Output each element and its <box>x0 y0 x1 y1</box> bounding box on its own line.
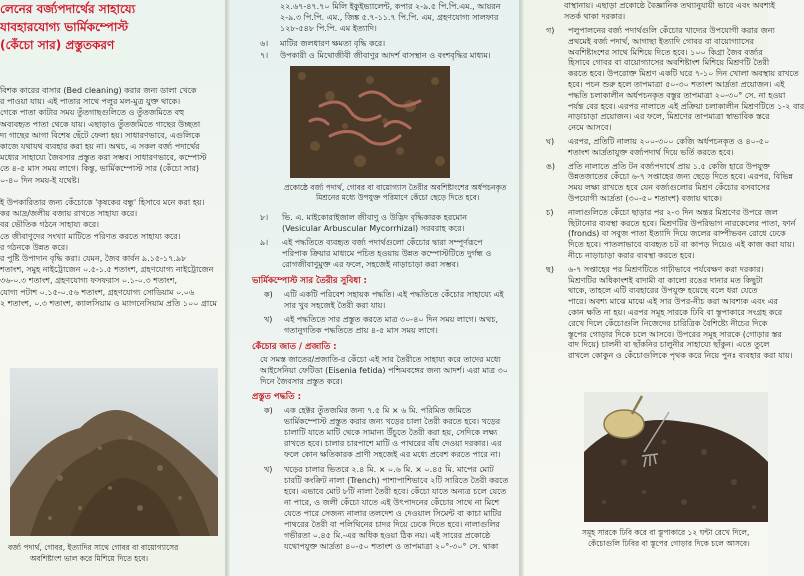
step-g-line: পদ্ধতি চলাকালীন অর্ধপচনকৃত বস্তুর তাপমাত্রা ২০-৩০° সে. না হওয়া <box>568 90 786 100</box>
item-9-line-3: রোগজীবাণুমুক্ত এর ফলে, সহজেই নাড়াচাড়া করা সম্ভব। <box>282 260 459 269</box>
title-line-2: যাবহারযোগ্য ভার্মিকম্পোস্ট <box>0 20 129 34</box>
method-heading: প্রস্তুত পদ্ধতি : <box>252 392 301 402</box>
step-chh-line: পারে। অবশ্য মাঝে মাঝে এই সার উপর-নীচ করা আবশ্যক এবং এর <box>568 297 778 307</box>
compost-pile-photo <box>584 392 768 522</box>
item-8-number: ৮। <box>260 213 269 222</box>
left-caption-line-1: বর্জ্য পদার্থ, গোবর, ইত্যাদির সাথে গোবর বা বায়োগ্যাসের <box>8 543 179 552</box>
step-gh-number: ঘ) <box>546 137 555 146</box>
step-g-line: প্রথমেই বর্জ্য পদার্থ, আগাছা ইত্যাদি গোবর বা বায়োগ্যাসের <box>568 36 754 46</box>
middle-photo-caption-2: মিশ্রনের মধ্যে উপযুক্ত পরিমাণে কেঁচো ছেড়ে দিতে হবে। <box>316 193 480 202</box>
species-line-2: আইসেনিয়া ফেটিডা (Eisenia fetida) পশ্চিমবঙ্গের জন্য আদর্শ। এরা মাত্র ৩০ <box>260 366 508 375</box>
compost-pile-image <box>584 392 768 522</box>
step-ch-line: (fronds) বা সবুজ পাতা ইত্যাদি দিয়ে জলের বাষ্পীভবন রোধে ঢেকে <box>568 229 786 239</box>
panel-left <box>0 0 226 576</box>
nutrient-line-2: ২-৯.৩ পি.পি. এম., জিঙ্ক ৫.৭-১১.৭ পি.পি. এম, গ্রহণযোগ্য সালফার <box>280 13 499 22</box>
step-ch-line: নালাগুলিতে কেঁচো ছাড়ার পর ২-৩ দিন অন্তর মিশ্রণের উপরে জল <box>568 207 778 217</box>
body-text-line: গেকে পাতা কাটার সময় তুঁতগাছগুলিতে ও তুঁতজমিতে বহু <box>0 108 185 118</box>
step-gh-line: এরপর, প্রতিটি নালায় ২০০-৩০০ কেজি অর্ধপচনকৃত ও ৪০-৫০ <box>568 137 770 146</box>
step-ch-line: দিতে হবে। পাতলাভাবে ব্যবহৃত চট বা কাপড় দিয়েও এই কাজ করা যায়। <box>568 240 795 250</box>
step-g-line: পর্যন্ত বের হবে। এরপর নালাতে এই প্রক্রিয়া চলাকালীন মিশ্রণটিতে ১-২ বার <box>568 101 804 111</box>
step-ng-line: সময় লক্ষ্য রাখতে হবে যেন বর্জ্যগুলোর মিশ্রণ কেঁচোর বসবাসের <box>568 183 771 193</box>
step-ng-number: ঙ) <box>546 161 555 171</box>
species-heading: কেঁচোর জাত / প্রজাতি : <box>252 342 337 352</box>
method-kh-number: খ) <box>264 465 273 474</box>
body-text-line: র পাওয়া যায়। এই পাতার সাথে পলুর মল-মুত্র যুক্ত থাকে। <box>0 97 181 107</box>
nutrient-line-1: ২২.৬৭-৪৭.৭০ মিলি ইকুইভ্যালেন্ট, কপার ২-৯.৫ পি.পি.এম., আয়রন <box>280 2 501 11</box>
method-k-line: রাখতে হবে। চালার চারপাশে মাটি ও পাথরের বাঁধ দেওয়া দরকার। এর <box>284 439 502 448</box>
step-chh-line: মিশ্রণটির অধিকাংশই বাদামী বা কালো রঙের দানার মত কিছুটা <box>568 275 763 285</box>
method-k-line: এক হেক্টর তুঁতজমির জন্য ৭.৫ মি × ৬ মি. পরিমিত জমিতে <box>284 406 472 415</box>
item-6-number: ৬। <box>260 39 269 48</box>
body-text-line: বিশক কারের বাসার (Bed cleaning) করার জন্য ডালা খেকে <box>0 86 197 95</box>
step-g-number: গ) <box>546 26 555 35</box>
step-ng-line: প্রতি নালাতে প্রতি টন বর্জ্যপদার্থে প্রায় ১.৫ কেজি হারে উপযুক্ত <box>568 161 770 171</box>
body-text-line: মধ্যের সাহায্যে জৈবসার প্রস্তুত করা সম্ভব। সাধারণভাবে, কম্পোস্ট <box>0 153 207 163</box>
step-g-line: পলুপালনের বর্জ্য পদার্থগুলি কেঁচোর খাদ্যের উপযোগী করার জন্য <box>568 26 775 35</box>
left-caption-line-2: অবশিষ্টাংশ ভাল করে মিশিয়ে দিতে হবে। <box>30 554 149 563</box>
item-7-text: উপকারী ও মিথোজীবী জীবাণুর আদর্শ বাসস্থান ও বংশবৃদ্ধির মাধ্যম। <box>280 51 491 60</box>
item-9-line-2: পরিপাক ক্রিয়ার মাধ্যমে পচিত হওয়ায় উন্নত কম্পোস্টটিতে দুর্গন্ধ ও <box>282 249 492 258</box>
method-kh-line: যথোপযুক্ত আর্দ্রতা ৪০-৫০ শতাংশ ও তাপমাত্রা ২০°-৩০° সে. থাকা <box>284 542 499 551</box>
step-chh-line: রেখে দিলে কেঁচোগুলি নিজেদের চারিত্রিক বৈশিষ্ট্যে নীচের দিকে <box>568 318 768 328</box>
title-line-1: লেনের বর্জ্যপদার্থের সাহায্যে <box>0 2 136 16</box>
method-kh-line: পাথরের তৈরী বা পলিথিনের চাদর দিয়ে ঢেকে দিতে হবে। নালাগুলির <box>284 520 500 529</box>
step-chh-line: রাখলে কোকুন ও কেঁচোগুলিকে পৃথক করে নিয়ে পুনঃ ব্যবহার করা যায়। <box>568 351 793 361</box>
item-8-line-1: ভি. এ. মাইকোরাইজাল জীবাণু ও উদ্ভিদ বৃদ্ধিকারক হরমোন <box>282 213 468 222</box>
method-k-line: ভার্মিকম্পোস্ট প্রস্তুত করার জন্য খড়ের চালা তৈরী করতে হবে। খড়ের <box>284 417 501 426</box>
species-line-3: দিনে জৈবসার প্রস্তুত করে। <box>260 377 343 386</box>
method-kh-line: খড়ের চালার ভিতরে ২.৪ মি. × ০.৬ মি. × ০.৪৫ মি. মাপের মোট <box>284 465 494 474</box>
body-text-line: যোগ্য পটাশ ০.১৫-০.৫৬ শতাংশ, গ্রহণযোগ্য সোডিয়াম ০.০৬ <box>0 287 195 297</box>
benefit-kh-line-1: এই পদ্ধতিতে সার প্রস্তুত করতে মাত্র ৩০-৪০ দিন সময় লাগে। অথচ, <box>284 315 499 324</box>
right-top-line-2: সতর্ক থাকা দরকার। <box>564 12 626 21</box>
step-g-line: নেমে আসবে। <box>568 123 612 133</box>
step-chh-line: স্তূপের গোড়ার দিকে চলে আসবে। উপরের সমূহ সারকে (গোড়ার স্তর <box>568 329 782 339</box>
step-gh-line: শতাংশ আর্দ্রতাযুক্ত বর্জ্যপদার্থ দিয়ে ভর্তি করতে হবে। <box>568 147 734 157</box>
body-text-line: তে ৪-৫ মাস সময় লাগে। কিন্তু, ভার্মিকম্পোস্ট সার (কেঁচো সার) <box>0 164 200 174</box>
method-kh-line: যেতে পারে সেজন্য নালার তলদেশ ও দেওয়াল সিমেন্ট বা কাচা মাটির <box>284 509 502 518</box>
right-caption-line-2: কেঁচোগুলি ঢিবির বা স্তূপের গোড়ার দিকে চলে আসবে। <box>588 539 750 548</box>
step-ch-line: ছিটানোর ব্যবস্থা করতে হবে। মিশ্রণটির উপরিভাগ নারকেলের পাতা, ফার্ন <box>568 218 796 228</box>
body-text-line: ই উপকারিতার জন্য কেঁচোকে 'কৃষকের বন্ধু' হিসাবে মনে করা হয়। <box>0 198 205 207</box>
step-g-line: হবে। পচন শুরু হলে তাপমাত্রা ৫০-৩০ শতাংশ আর্দ্রতা প্রয়োজন। এই <box>568 80 785 89</box>
step-ch-line: নীচে নাড়াচাড়া করার ব্যবস্থা করতে হবে। <box>568 251 695 260</box>
benefit-k-line-2: সার খুব সহজেই তৈরী করা যায়। <box>284 301 386 310</box>
body-text-line: ৩৬-০.৩ শতাংশ, গ্রহণযোগ্য ফসফরাস ০.১-০.৩ শতাংশ, <box>0 276 177 286</box>
item-8-line-2: (Vesicular Arbuscular Mycorrhizal) সরবরাহ করে। <box>282 224 465 233</box>
body-text-line: ২ শতাংশ, ০.৩ শতাংশ, ক্যালসিয়াম ও ম্যাগনেসিয়াম প্রতি ১০০ গ্রামে <box>0 298 217 308</box>
body-text-line: বর ভৌতিক গঠনে সাহায্য করে। <box>0 220 100 230</box>
body-text-line: অব্যবহৃত পাতা থেকে যায়। এছাড়াও তুঁতজমিতে গাছের উচ্ছতা <box>0 119 201 129</box>
step-g-line: নাড়াচাড়া প্রয়োজন। এর ফলে, মিশ্রণের তাপমাত্রা স্বাভাবিক স্তরে <box>568 112 770 122</box>
step-chh-line: থাকে, তাহলে এটি ব্যবহারের উপযুক্ত হয়েছে বলে ধরা যেতে <box>568 286 758 296</box>
step-ch-number: চ) <box>546 207 554 217</box>
compost-heap-image <box>10 368 218 536</box>
item-7-number: ৭। <box>260 51 269 60</box>
method-k-line: চালাটি যাতে মাটি থেকে সামান্য উঁচুতে তৈরী করা হয়, সেদিকে লক্ষ্য <box>284 428 498 437</box>
body-text-line: দ্য গাছের আগা বিশেষ ছেঁটে ফেলা হয়। সাধারণভাবে, এগুলিকে <box>0 130 201 140</box>
body-text-line: শতাংশ, সমুহ নাইট্রোজেন ০.৫-১.৫ শতাংশ, গ্রহণযোগ্য নাইট্রোজেন <box>0 265 214 275</box>
step-chh-line: কোন ক্ষতি না হয়। এরপর সমূহ সারকে ঢিবি বা স্তূপাকারে সংগ্রহ করে <box>568 308 783 317</box>
benefit-k-line-1: এটি একটি পরিবেশ সহায়ক পদ্ধতি। এই পদ্ধতিতে কেঁচোর সাহায্যে এই <box>284 290 504 299</box>
method-k-line: ফলে কোন ক্ষতিকারক প্রাণী সহজেই এর মধ্যে প্রবেশ করতে পারে না। <box>284 450 501 459</box>
nutrient-line-3: ১২৮-৫৪৮ পি.পি. এম ইত্যাদি। <box>280 24 377 33</box>
step-ng-line: উন্নতজাতের কেঁচো ৬-৭ সপ্তাহের জন্য ছেড়ে দিতে হবে। এরপর, বিভিন্ন <box>568 172 793 182</box>
method-kh-line: হবে। এভাবে মোট ৮টি নালা তৈরী হবে। কেঁচো যাতে অন্যত্র চলে যেতে <box>284 487 507 496</box>
middle-photo-caption-1: প্রকোষ্ঠে বর্জ্য পদার্থ, গোবর বা বায়োগ্যাস তৈরীর অবশিষ্টাংশের অর্ধপচনকৃত <box>284 183 507 192</box>
species-line-1: যে সমস্ত জাতের/প্রজাতি-র কেঁচো এই সার তৈরীতে সাহায্য করে তাদের মধ্যে <box>260 355 501 364</box>
right-caption-line-1: সমূহ সারকে ঢিবি করে বা স্তূপাকারে ১২ ঘন্টা রেখে দিলে, <box>582 528 750 537</box>
panel-middle <box>230 0 520 576</box>
body-text-line: কর আদ্র/জলীয় বজায় রাখতে সাহায্য করে। <box>0 209 138 219</box>
title-line-3: (কেঁচো সার) প্রস্তুতকরণ <box>0 38 115 52</box>
body-text-line: ০-৪০ দিন সময়-ই যথেষ্ট। <box>0 175 80 185</box>
benefits-heading: ভার্মিকম্পোস্ট সার তৈরীর সুবিধা : <box>252 276 367 286</box>
method-kh-line: গভীরতা ০.৪৫ মি.-এর অধিক হওয়া ঠিক নয়। এই সারের প্রকোষ্ঠে <box>284 531 491 540</box>
benefit-k-number: ক) <box>264 290 273 299</box>
body-text-line: কাজে যথাযথ ব্যবহার করা হয় না। অথচ, এ সকল বর্জ্য পদার্থের <box>0 142 200 151</box>
body-text-line: র পুষ্টি উপাদান বৃদ্ধি করা। যেমন, জৈব কার্বন ৯.১৫-১৭.৯৮ <box>0 254 187 263</box>
step-chh-line: বাদ দিয়ে) চালনী বা ছাঁকনির চালুনীর সাহায্যে ছাঁকুন। এতে তুলে <box>568 340 770 350</box>
step-chh-line: ৬-৭ সপ্তাহের পর মিশ্রণটিতে গাঢ়ীভাবে পর্যবেক্ষণ করা দরকার। <box>568 264 764 274</box>
panel-right <box>524 0 804 576</box>
step-g-line: অবশিষ্টাংশের সাথে মিশিয়ে দিতে হবে। ১০০ কিগ্রা জৈব বর্জ্যর <box>568 47 763 57</box>
step-g-line: করতে হবে। উপরোক্ত মিশ্রণ একটি ঘরে ৭-১০ দিন খোলা অবস্থায় রাখতে <box>568 69 799 79</box>
step-g-line: হিসাবে গোবর বা বায়োগ্যাসের অবশিষ্টাংশ মিশিয়ে মিশ্রণটি তৈরী <box>568 58 770 68</box>
benefit-kh-number: খ) <box>264 315 273 324</box>
item-9-number: ৯। <box>260 238 269 247</box>
right-top-line-1: বাস্থানায়। এছাড়া প্রকোষ্ঠে বৈজ্ঞানিক তথ্যানুযায়ী ভাবে এবং অবশ্যই <box>564 1 776 10</box>
body-text-line: তে জীবাণুদের সংখ্যা মাটিতে পরিণত করতে সাহায্য করে। <box>0 231 181 241</box>
method-kh-line: না পারে, ও জলী কেঁচো যাতে এই উৎপাদনের কেঁচোর সাথে না মিশে <box>284 498 500 507</box>
item-6-text: মাটির জলধারণ ক্ষমতা বৃদ্ধি করে। <box>280 39 386 48</box>
body-text-line: র গঠনকে উন্নত করে। <box>0 242 69 252</box>
step-chh-number: ছ) <box>546 264 554 274</box>
compost-heap-photo <box>10 368 218 536</box>
method-kh-line: চারটি কংক্রিট নালা (Trench) পাশাপাশিভাবে ২টি সারিতে তৈরী করতে <box>284 476 509 485</box>
item-9-line-1: এই পদ্ধতিতে ব্যবহৃত বর্জ্য পদার্থগুলো কেঁচোর দ্বারা সম্পূর্ণরূপে <box>282 238 483 247</box>
step-ng-line: উপযোগী আর্দ্রতা (৩০-৫০ শতাংশ) বজায় থাকে। <box>568 194 722 203</box>
worms-photo <box>290 66 450 178</box>
earthworms-image <box>290 66 450 178</box>
benefit-kh-line-2: গতানুগতিক পদ্ধতিতে প্রায় ৪-৫ মাস সময় লাগে। <box>284 326 438 335</box>
method-k-number: ক) <box>264 406 273 415</box>
